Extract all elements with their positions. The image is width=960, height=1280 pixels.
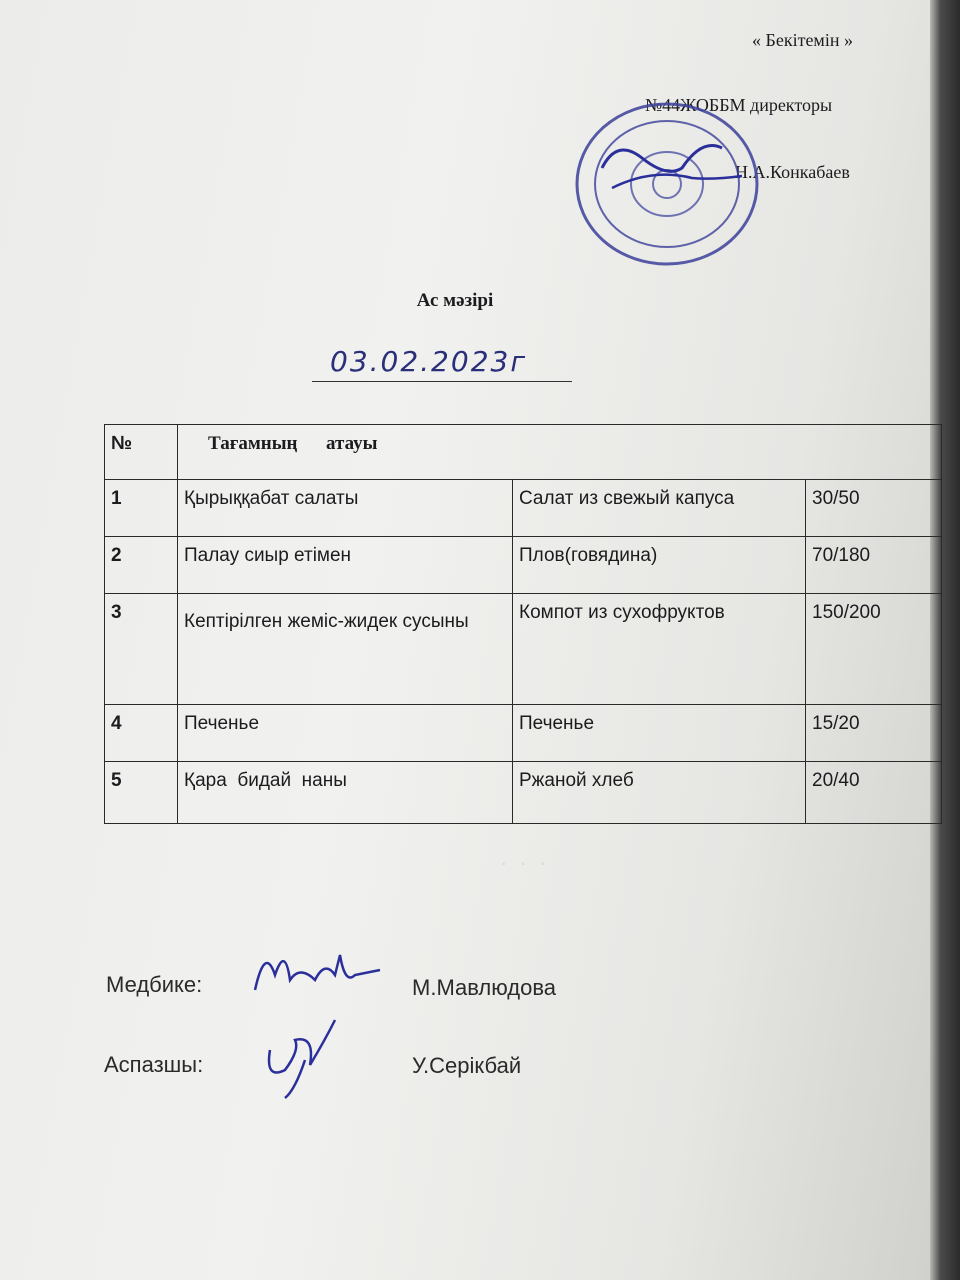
- round-seal-icon: [572, 98, 762, 268]
- row-portion: 70/180: [806, 537, 942, 594]
- director-name: Н.А.Конкабаев: [735, 162, 850, 182]
- nurse-signature-icon: [245, 935, 385, 1005]
- row-kz: Палау сиыр етімен: [178, 537, 513, 594]
- table-row: [105, 705, 942, 762]
- row-kz: Қара бидай наны: [178, 762, 513, 824]
- row-portion: 150/200: [806, 594, 942, 705]
- row-kz: Қырыққабат салаты: [178, 480, 513, 537]
- header-num: №: [105, 425, 178, 480]
- cook-signature-icon: [255, 1010, 355, 1100]
- row-ru: Печенье: [513, 705, 806, 762]
- table-row: [105, 594, 942, 705]
- date-underline: [312, 381, 572, 382]
- row-num: 5: [105, 762, 178, 824]
- header-name: Тағамның атауы: [178, 425, 942, 480]
- page-title: Ас мәзірі: [416, 290, 494, 311]
- school-director: №44ЖОББМ директоры: [645, 95, 833, 115]
- nurse-role: Медбике:: [106, 972, 203, 997]
- bleed-through: · · ·: [500, 850, 547, 875]
- table-row: [105, 480, 942, 537]
- row-portion: 20/40: [806, 762, 942, 824]
- row-num: 3: [105, 594, 178, 705]
- row-ru: Плов(говядина): [513, 537, 806, 594]
- row-kz: Кептірілген жеміс-жидек сусыны: [178, 594, 513, 705]
- cook-name: У.Серікбай: [412, 1053, 522, 1078]
- row-ru: Салат из свежый капуса: [513, 480, 806, 537]
- table-row: [105, 537, 942, 594]
- row-portion: 30/50: [806, 480, 942, 537]
- table-row: [105, 762, 942, 824]
- handwritten-date: 03.02.2023г: [330, 345, 528, 378]
- nurse-name: М.Мавлюдова: [412, 975, 557, 1000]
- row-kz: Печенье: [178, 705, 513, 762]
- menu-table: [104, 424, 942, 824]
- approve-label: « Бекітемін »: [752, 30, 853, 50]
- cook-role: Аспазшы:: [104, 1052, 204, 1077]
- row-portion: 15/20: [806, 705, 942, 762]
- row-num: 4: [105, 705, 178, 762]
- row-ru: Компот из сухофруктов: [513, 594, 806, 705]
- row-ru: Ржаной хлеб: [513, 762, 806, 824]
- row-num: 1: [105, 480, 178, 537]
- table-header-row: [105, 425, 942, 480]
- row-num: 2: [105, 537, 178, 594]
